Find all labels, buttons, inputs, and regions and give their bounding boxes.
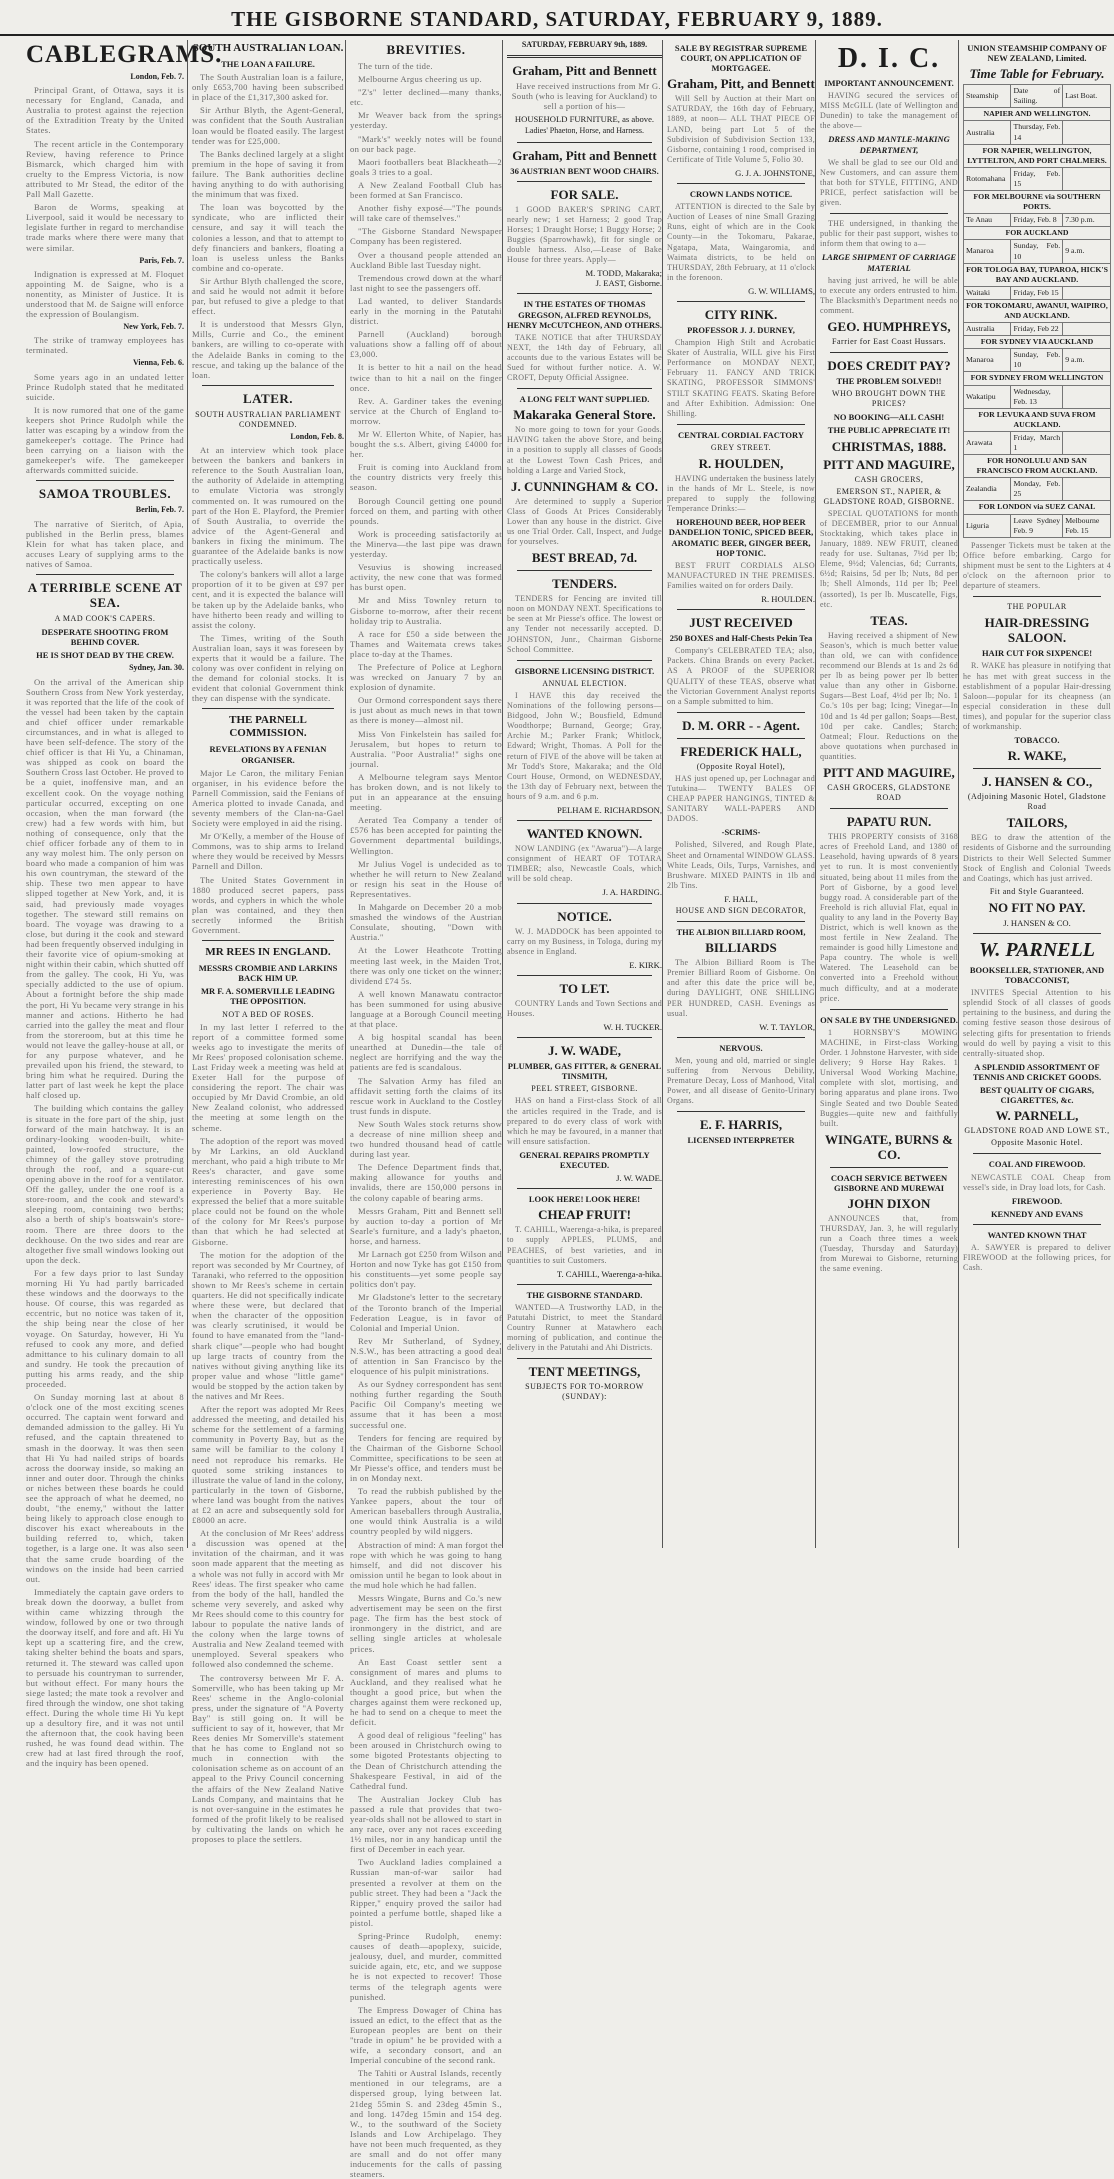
samoa-body: The narrative of Sieritch, of Apia, published in the Berlin press, blames Klein for what has taken place, and accuses Leary of supplying arms to the natives of Samoa. — [26, 518, 184, 569]
timetable-row — [964, 431, 1111, 454]
timetable-route-heading — [964, 372, 1111, 385]
route-destination: FOR SYDNEY VIA AUCKLAND — [964, 336, 1111, 349]
fit-style: Fit and Style Guaranteed. — [989, 886, 1085, 896]
timetable-route-heading — [964, 191, 1111, 214]
parnell2: W. PARNELL, — [995, 1108, 1079, 1124]
masthead — [0, 4, 1114, 36]
route-ship: Arawata — [964, 431, 1011, 454]
later-title: LATER. — [242, 390, 294, 406]
header-last-boat: Last Boat. — [1063, 85, 1111, 108]
hall: F. HALL, — [724, 893, 758, 904]
christmas: CHRISTMAS, 1888. — [831, 438, 947, 454]
timetable-row — [964, 349, 1111, 372]
route-last-boat — [1063, 167, 1111, 190]
timetable-row — [964, 121, 1111, 144]
route-last-boat — [1063, 323, 1111, 336]
rees-title: MR REES IN ENGLAND. — [205, 946, 331, 959]
frederick-hall: FREDERICK HALL, — [680, 743, 802, 759]
route-destination: FOR LEVUKA AND SUVA FROM AUCKLAND. — [964, 408, 1111, 431]
papatu: PAPATU RUN. — [846, 814, 932, 830]
sale-title: SALE BY REGISTRAR SUPREME COURT, ON APPLICATION OF MORTGAGEE. — [674, 43, 808, 74]
pitt-addr: EMERSON ST., NAPIER, & GLADSTONE ROAD, GISBORNE. — [823, 486, 955, 506]
route-date: Friday, Feb 15 — [1011, 286, 1063, 299]
later-body: At an interview which took place between the bankers and bankers in reference to the South Australian loan, the authority of Adelaide in attempting to emulate Victoria was strongly commented on. It was rumoured on the part of the Hon E. Playford, the Premier of South Australia, to override the advice of the Agent-General and bankers in fixing the minimum. The guarantee of the Adelaide banks is now practically useless. The colony's bankers will allot a large proportion of it to be given at £97 per cent, and it is expected the balance will be taken up by the Adelaide banks, who have hitherto been ready and willing to assist the colony. The Times, writing of the South Australian loan, says it was foreseen by experts that it would be a failure. The colony was over confident in relying on the demand for colonial stocks. It is evident that colonial Government think they can dispense with the syndicate. — [192, 445, 344, 704]
route-date: Sunday, Feb. 10 — [1011, 240, 1063, 263]
rees-sub1: MESSRS CROMBIE AND LARKINS BACK HIM UP. — [198, 963, 338, 984]
tucker: W. H. TUCKER. — [603, 1022, 662, 1033]
timetable-row — [964, 286, 1111, 299]
timetable — [963, 84, 1111, 538]
dateline-vienna: Vienna, Feb. 6. — [132, 358, 184, 368]
timetable-row — [964, 167, 1111, 190]
terrible-title: A TERRIBLE SCENE AT SEA. — [27, 580, 183, 611]
just-received: JUST RECEIVED — [689, 615, 793, 631]
route-destination: FOR AUCKLAND — [964, 227, 1111, 240]
route-ship: Liguria — [964, 514, 1011, 537]
column-2 — [187, 40, 344, 1844]
cablegrams-body: Principal Grant, of Ottawa, says it is necessary for England, Canada, and Australia to protest against the rejection of the Extradition Treaty by the United States. The recent article in the Contemporary Review, having reference to Prince Bismarck, which charged him with cruelty to the Empress Victoria, is now attributed to Mr Stead, the editor of the Pall Mall Gazette. Baron de Worms, speaking at Liverpool, said it would be necessary to legislate further in regard to merchandise trade marks where there were many that were similar. — [26, 85, 184, 253]
graham-household: HOUSEHOLD FURNITURE, as above. — [514, 114, 655, 125]
problem: THE PROBLEM SOLVED!! — [836, 376, 942, 387]
route-last-boat — [1063, 121, 1111, 144]
tenders: TENDERS. — [552, 576, 617, 592]
standard-title: THE GISBORNE STANDARD. — [526, 1289, 643, 1300]
column-3 — [345, 40, 502, 2179]
route-last-boat — [1063, 431, 1111, 454]
parnell2-addr: GLADSTONE ROAD AND LOWE ST., — [964, 1126, 1110, 1136]
farrier: Farrier for East Coast Hussars. — [832, 336, 946, 346]
graham2-title: Graham, Pitt and Bennett — [512, 147, 657, 163]
rees-body: In my last letter I referred to the report of a committee formed some weeks ago to investigate the merits of Mr Rees' proposed colonisation scheme. Last Friday week a meeting was held at Exeter Hall for the purpose of considering the report. The chair was occupied by Mr David Crombie, an old New Zealand colonist, who addressed the meeting at some length on the scheme. The adoption of the report was moved by Mr Larkins, an old Auckland merchant, who paid a high tribute to Mr Rees's character, and gave some interesting reminiscences of his own experience in Poverty Bay. He expressed the belief that a more suitable place could not be found on the whole of the colony for Mr Rees's purpose than that which he had selected at Gisborne. The motion for the adoption of the report was seconded by Mr Courtney, of Taranaki, who referred to the opposition shown to Mr Rees's scheme in certain quarters. He did not specifically indicate where these were, but declared that when the character of the opposition was clearly scrutinised, it would be found to have emanated from the "land-shark clique"—people who had bought up large tracts of country from the natives without giving anything like its proper value and whose "little game" would be stopped by the action taken by the natives and Mr Rees. After the report was adopted Mr Rees addressed the meeting, and detailed his scheme for the settlement of a farming community in Poverty Bay, but as the same will be familiar to the colony I need not reproduce his remarks. He quoted some striking instances to illustrate the value of land in the colony, particularly in the town of Gisborne, where land was bought from the natives at £2 an acre and subsequently sold for £8000 an acre. At the conclusion of Mr Rees' address a discussion was opened at the invitation of the chairman, and it was soon made apparent that the meeting as a whole was not fully in accord with Mr Rees' ideas. The first speaker who came from the body of the hall, handled the scheme very severely, and asked why Mr Rees should come to this country for labour to populate the native lands of the colony when the large towns of Australia and New Zealand teemed with unemployed. Several speakers who followed also condemned the scheme. The controversy between Mr F. A. Somerville, who has been taking up Mr Rees' scheme in the Anglo-colonial press, under the signature of "A Poverty Bay" is still going on. It will be sufficient to say of it, however, that Mr Rees denies Mr Somerville's statement that he has come to England not so much in connection with the colonisation scheme as on account of an appeal to the Privy Council concerning the affairs of the New Zealand Native Lands Company, and maintains that he is not over-sanguine in the estimates he formed of the profit likely to be realised by cultivating the lands on which he proposes to place the settlers. — [192, 1021, 344, 1844]
sixpence: HAIR CUT FOR SIXPENCE! — [981, 648, 1093, 659]
route-date: Wednesday, Feb. 13 — [1011, 385, 1063, 408]
wade-street: PEEL STREET, GISBORNE. — [531, 1084, 638, 1094]
timetable-body — [964, 108, 1111, 537]
terrible-body: On the arrival of the American ship Southern Cross from New York yesterday, it was reported that the life of the cook of the vessel had been taken by the captain and chief officer under remarkable circumstances, and in what is alleged to have been self-defence. The story of the chief officer is that Hi Yu, a Chinaman, was shipped as cook on board the Southern Cross last October. He proved to be a quiet, inoffensive man, and an excellent cook. On the voyage nothing particular occurred, excepting on one occasion, when the man forward (the crew) had a few words with him, but nothing of consequence, only that the chief officer forbade any of them to in any way molest him. The only person on board who made a companion of him was his own countryman, the steward of the ship. These two men appear to have slipped together at New York, and, it is said, had previously made voyages together. The steward still remains on board. The voyage was drawing to a close, but during it the cook and steward had been frequently observed indulging in their favorite vice of opium-smoking at night within their cabin, which shutted off from the galley. The cook, Hi Yu, was specially addicted to the use of opium. About a fortnight before the ship made the port, Hi Yu became very strange in his manner and actions. Hitherto he had carried into the galley the meat and flour from the storeroom, but at this time he would not leave the galley-house at all, or for any purpose whatever, and he prevailed upon his friend, the steward, to bring him what he required. During the latter part of last week he kept the place half closed up. The building which contains the galley is situate in the fore part of the ship, just forward of the main hatchway. It is an ordinary-looking wooden-built, white-painted, low-roofed structure, the chimney of the galley stove protruding through the roof, and a square-cut opening above in the roof for a ventilator. Off the galley, under the one roof is a store-room, and the cook and steward's sleeping room, containing two berths; also a berth of ship's boatswain's store-room. There are three doors to the deckhouse. On the two sides and rear are altogether five small windows looking out upon the deck. For a few days prior to last Sunday morning Hi Yu had partly barricaded these windows and the doorways to the house. Of course, this was regarded as eccentric, but no notice was taken of it, the ship being near the close of her voyage. On Saturday, however, Hi Yu refused to cook any more, and defied admittance to his culinary domain to all and sundry. He took the precaution of putting his arms ready, and the ship proceeded. On Sunday morning last at about 8 o'clock one of the most exciting scenes occurred. The captain went forward and demanded admission to the galley. Hi Yu refused, and the captain threatened to smash in the doorway. It was then seen that Hi Yu had nailed strips of boards across the doorway inside, so making an inner and outer door. Through the chinks or niches between these boards he could see the approach of what he deemed, no doubt, "the enemy," without the latter being likely to approach close enough to discover his exact whereabouts in the building referred to, which, taken together, is a large one. It was also seen that the same crude boarding of the windows on the inside had been carried out. Immediately the captain gave orders to break down the doorway, a bullet from within came whizzing through the window, followed by one or two through the doorway itself, and fore and aft. Hi Yu kept up a scattering fire, and the crew, taking shelter behind the boats and spars, returned it. The steward was called upon to persuade his countryman to surrender, but without effect. For many hours the siege lasted; the mate took a revolver and fired through the window, one shot taking effect. During the whole time Hi Yu kept up a desultory fire, and it was not until the afternoon that, the cook having been rushed, he was found dead within. The crew had at last fired through the roof, and the inquiry has been opened. — [26, 676, 184, 1769]
route-date: Friday, Feb. 15 — [1011, 167, 1063, 190]
cunningham: J. CUNNINGHAM & CO. — [511, 478, 658, 494]
timetable-route-heading — [964, 455, 1111, 478]
notice: NOTICE. — [557, 908, 612, 924]
parnell-body: Major Le Caron, the military Fenian organiser, in his evidence before the Parnell Commission, said the Fenians of America plotted to invade Canada, and seventy members of the Clan-na-Gael Society were employed in aid the rising. Mr O'Kelly, a member of the House of Commons, was to ship arms to Ireland where they would be received by Messrs Parnell and Dillon. The United States Government in 1880 produced secret papers, pass words, and cyphers in which the whole plan was contained, and they then secretly informed the British Government. — [192, 767, 344, 936]
header-steamship: Steamship — [964, 85, 1011, 108]
route-date: Friday, Feb. 8 — [1011, 214, 1063, 227]
timetable-route-heading — [964, 299, 1111, 322]
column-1 — [26, 40, 223, 1769]
no-fit: NO FIT NO PAY. — [988, 899, 1086, 915]
williams: G. W. WILLIAMS, — [748, 285, 815, 296]
grey-street: GREY STREET. — [710, 442, 772, 452]
central-cordial: CENTRAL CORDIAL FACTORY — [678, 429, 804, 440]
route-destination: FOR TOLOGA BAY, TUPAROA, HICK'S BAY AND AUCKLAND. — [964, 263, 1111, 286]
houlden2: R. HOULDEN. — [761, 594, 815, 605]
albion: THE ALBION BILLIARD ROOM, — [676, 927, 806, 938]
timetable-row — [964, 478, 1111, 501]
terrible-sub1: A MAD COOK'S CAPERS. — [54, 614, 156, 624]
nervous: NERVOUS. — [719, 1042, 763, 1053]
wingate: WINGATE, BURNS & CO. — [825, 1131, 953, 1162]
graham-ad-title: Graham, Pitt and Bennett — [512, 63, 657, 79]
coal: COAL AND FIREWOOD. — [988, 1159, 1086, 1170]
samoa-title: SAMOA TROUBLES. — [38, 486, 172, 502]
route-ship: Waitaki — [964, 286, 1011, 299]
wade-trade: PLUMBER, GAS FITTER, & GENERAL TINSMITH, — [507, 1061, 662, 1082]
route-last-boat — [1063, 385, 1111, 408]
no-booking: NO BOOKING—ALL CASH! — [833, 412, 945, 423]
cheap-fruit: CHEAP FRUIT! — [538, 1207, 631, 1223]
kirk: E. KIRK. — [629, 959, 662, 970]
column-6: D. I. C. IMPORTANT ANNOUNCEMENT. HAVING secured the services of MISS McGILL (late of Wellington and Dunedin) to take the management of the above— DRESS AND MANTLE-MAKING DEPARTMENT, We shall be glad to see our Old and New Customers, and can assure them that both for STYLE, FITTING, AND PRICE, perfect satisfaction will be given. THE undersigned, in thanking the public for their past support, wishes to inform them that owing to a— LARGE SHIPMENT OF CARRIAGE MATERIAL having just arrived, he will be able to execute any orders entrusted to him. The Blacksmith's Department needs no comment. GEO. HUMPHREYS, Farrier for East Coast Hussars. DOES CREDIT PAY? THE PROBLEM SOLVED!! WHO BROUGHT DOWN THE PRICES? NO BOOKING—ALL CASH! THE PUBLIC APPRECIATE IT! CHRISTMAS, 1888. PITT AND MAGUIRE, CASH GROCERS, EMERSON ST., NAPIER, & GLADSTONE ROAD, GISBORNE. SPECIAL QUOTATIONS for month of DECEMBER, prior to our Annual Stocktaking, which takes place in January, 1889. NEW FRUIT, cleaned ready for use. Sultanas, 7½d per lb; Eleme, 9½d; Valencias, 6d; Currants, 6½d; Raisins, 5d per lb; Nuts, 8d per lb; Shell Almonds, 11d per lb; Peel (assorted), 1s per lb. Muscatelle, Figs, etc. TEAS. Having received a shipment of New Season's, which is much better value than old, we can with confidence recommend our Blends at 1s and 2s 6d per lb as being power per lb better value than any other in Gisborne. Sugars—Best Loaf, 4½d per lb; No. 1 Co.'s 10s per bag; Icing; Vinegar—In 10d and 1s 4d per gallon; Soaps—Best, 10d per cake. Candles; Starch; Oatmeal; Flour. Reductions on the above quotations when purchased in quantities. PITT AND MAGUIRE, CASH GROCERS, GLADSTONE ROAD PAPATU RUN. THIS PROPERTY consists of 3168 acres of Freehold Land, and 1380 of Leasehold, having upwards of 8 years yet to run. It is most conveniently situated, being about 11 miles from the Port of Gisborne, by a good level buggy road. A considerable part of the Freehold is rich alluvial Flat, equal in quality to any land in the Poverty Bay District, which is well known as the most fertile in New Zealand. The remainder is good hilly Limestone and Papa country. The whole is well Watered. The Leasehold can be converted into a Freehold without much difficulty, and at a moderate price. ON SALE BY THE UNDERSIGNED. 1 HORNSBY'S MOWING MACHINE, in First-class Working Order. 1 Johnstone Harvester, with side delivery; 9 Horse Hay Rakes. 1 Universal Wood Working Machine, complete with slot, mortising, and boring apparatus and plane irons. Two Single Seated and two Double Seated Buggies—quite new and faithfully built. WINGATE, BURNS & CO. COACH SERVICE BETWEEN GISBORNE AND MUREWAI JOHN DIXON ANNOUNCES that, from THURSDAY, Jan. 3, he will regularly run a Coach three times a week (Tuesday, Thursday and Saturday) from Murewai to Gisborne, returning the same evening. — [815, 40, 958, 1548]
timetable-row — [964, 214, 1111, 227]
dateline-berlin: Berlin, Feb. 7. — [135, 505, 184, 515]
wade2: J. W. WADE. — [616, 1173, 662, 1184]
dateline-london: London, Feb. 7. — [130, 72, 184, 81]
timetable-route-heading — [964, 227, 1111, 240]
licensed: LICENSED INTERPRETER — [687, 1135, 795, 1146]
tent-meetings: TENT MEETINGS, — [528, 1364, 641, 1380]
pelham: PELHAM E. RICHARDSON, — [556, 804, 662, 815]
loan-body: The South Australian loan is a failure, only £653,700 having been subscribed in place of the £1,317,300 asked for. Sir Arthur Blyth, the Agent-General, was confident that the South Australian loan would be floated easily. The largest tender was for £25,000. The Banks declined largely at a slight premium in the hope of saving it from failure. The Bank authorities decline having anything to do with authorising the minimum that was fixed. The loan was boycotted by the syndicate, who are inflicted their censure, and say it will teach the colonies a lesson, and that to attempt to defy financiers and bankers, floating a loan is useless unless the Banks combine and co-operate. Sir Arthur Blyth challenged the score, and said he would not admit it before par, but refused to give a pledge to that effect. It is understood that Messrs Glyn, Mills, Currie and Co., the eminent bankers, are willing to co-operate with the Adelaide Banks in coming to the rescue, and taking up the balance of the loan. — [192, 72, 344, 380]
splendid: A SPLENDID ASSORTMENT OF TENNIS AND CRICKET GOODS. — [972, 1061, 1102, 1082]
long-felt: A LONG FELT WANT SUPPLIED. — [519, 394, 650, 405]
route-destination: FOR SYDNEY FROM WELLINGTON — [964, 372, 1111, 385]
pekin-tea: 250 BOXES and Half-Chests Pekin Tea — [669, 633, 813, 644]
route-date: Leave Sydney Feb. 9 — [1011, 514, 1063, 537]
frederick-sub: (Opposite Royal Hotel), — [696, 761, 786, 771]
paris-body: Indignation is expressed at M. Floquet appointing M. de Saigne, who is a nonentity, as Minister of Justice. It is understood that M. de Saigne will enforce the expression of Boulangism. — [26, 268, 184, 320]
timetable-route-heading — [964, 501, 1111, 514]
dateline-paris: Paris, Feb. 7. — [139, 255, 184, 265]
wanted: WANTED KNOWN THAT — [987, 1229, 1087, 1240]
best-bread: BEST BREAD, 7d. — [531, 550, 638, 566]
route-destination: FOR HONOLULU AND SAN FRANCISCO FROM AUCKLAND. — [964, 455, 1111, 478]
route-ship: Australia — [964, 323, 1011, 336]
orr: D. M. ORR - - Agent. — [682, 717, 800, 733]
taylor: W. T. TAYLOR, — [759, 1021, 815, 1032]
timetable-route-heading — [964, 263, 1111, 286]
parnell-script: W. PARNELL — [979, 939, 1095, 961]
coach: COACH SERVICE BETWEEN GISBORNE AND MUREWAI — [830, 1172, 948, 1193]
route-ship: Manaroa — [964, 349, 1011, 372]
loan-sub: THE LOAN A FAILURE. — [221, 59, 315, 69]
graham-buggies: Ladies' Phaeton, Horse, and Harness. — [525, 126, 644, 136]
route-last-boat: 7.30 p.m. — [1063, 214, 1111, 227]
sale-signed: M. TODD, Makaraka; — [585, 268, 662, 279]
makaraka-store: Makaraka General Store. — [513, 407, 656, 423]
union-title: UNION STEAMSHIP COMPANY OF NEW ZEALAND, Limited. — [967, 43, 1107, 64]
route-last-boat: 9 a.m. — [1063, 349, 1111, 372]
brevities-body: The turn of the tide. Melbourne Argus cheering us up. "Z's" letter declined—many thanks, etc. Mr Weaver back from the springs yesterday. "Mark's" weekly notes will be found on our back page. Maori footballers beat Blackheath—2 goals 3 tries to a goal. A New Zealand Football Club has been formed at San Francisco. Another fishy exposé—"The pounds will take care of themselves." "The Gisborne Standard Newspaper Company has been registered. Over a thousand people attended an Auckland Bible last Tuesday night. Tremendous crowd down at the wharf last night to see the passengers off. Lad wanted, to deliver Standards early in the morning in the Patutahi district. Parnell (Auckland) borough valuations show a falling off of about £3,000. It is better to hit a nail on the head twice than to hit a nail on the finger once. Rev. A. Gardiner takes the evening service at the Church of England to-morrow. Mr W. Ellerton White, of Napier, has bought the s.s. Albert, giving £4000 for her. Fruit is coming into Auckland from the country districts very freely this season. Borough Council getting one pound forced on them, and parting with other pounds. Work is proceeding satisfactorily at the Minerva—the last pipe was drawn yesterday. Vesuvius is showing increased activity, the new cone that was formed has burst open. Mr and Miss Townley return to Gisborne to-morrow, after their recent holiday trip to Australia. A race for £50 a side between the Thames and Waitemata crews takes place to-day at the Thames. The Prefecture of Police at Leghorn was wrecked on January 7 by an explosion of dynamite. Our Ormond correspondent says there is just about as much news in that town as there is money—almost nil. Miss Von Finkelstein has sailed for Jerusalem, but hopes to return to Australia. "Poor Australia!" sighs one journal. A Melbourne telegram says Mentor has broken down, and is not likely to put in an appearance at the ensuing meeting. Aerated Tea Company a tender of £576 has been accepted for painting the Government departmental buildings, Wellington. Mr Julius Vogel is undecided as to whether he will return to New Zealand or resign his seat in the House of Representatives. In Mahgarde on December 20 a mob smashed the windows of the Austrian Consulate, shouting, "Down with Austria." At the Lower Heathcote Trotting meeting last week, in the Maiden Trot, there was only one ticket on the winner; dividend £74 5s. A well known Manawatu contractor has been summoned for using abusive language at a Borough Council meeting at that place. A big hospital scandal has been unearthed at Dunedin—the tale of neglect are horrifying and the way the patients are fed is scandalous. The Salvation Army has filed an affidavit setting forth the claims of its rescue work in Auckland to the Costley trust funds in dispute. New South Wales stock returns show a decrease of nine million sheep and two hundred thousand head of cattle during last year. The Defence Department finds that, making allowance for youths and invalids, there are 150,000 persons in the colony capable of bearing arms. Messrs Graham, Pitt and Bennett sell by auction to-day a portion of Mr Searle's furniture, and a lady's phaeton, horse, and harness. Mr Larnach got £250 from Wilson and Horton and now Tyke has got £150 from his constituents—yet some people say politics don't pay. Mr Gladstone's letter to the secretary of the Toronto branch of the Imperial Federation League, is in favor of Colonial and Imperial Union. Rev Mr Sutherland, of Sydney, N.S.W., has been attracting a good deal of attention in San Francisco by the eloquence of his pulpit ministrations. As our Sydney correspondent has sent nothing further regarding the South Pacific Oil Company's meeting we assume that it has been a most successful one. Tenders for fencing are required by the Chairman of the Gisborne School Committee, specifications to be seen at Mr Piesse's office, and tenders must be in on Monday next. To read the rubbish published by the Yankee papers, about the tour of American baseballers through Australia, one would think Australia is a wild country peopled by wild niggers. Abstraction of mind: A man forgot the rope with which he was going to hang himself, and did not discover his omission until he began to look about in the mud hole which he had fallen. Messrs Wingate, Burns and Co.'s new advertisement may be seen on the first page. The firm has the best stock of ironmongery in the district, and are selling single articles at wholesale prices. An East Coast settler sent a consignment of mares and plums to Auckland, and they realised what he thought a good price, but when the charges against them were reckoned up, he had to send on a cheque to meet the deficit. A good deal of religious "feeling" has been aroused in Christchurch owing to some bigoted Protestants objecting to the Dean of Christchurch attending the Shakespeare Festival, in aid of the Cathedral fund. The Australian Jockey Club has passed a rule that provides that two-year-olds shall not be allowed to start in any race, over any not races exceeding 1½ miles, nor in any handicap until the first of December in each year. Two Auckland ladies complained a Russian man-of-war sailor had presented a revolver at them on the public street. They had been a "Jack the Ripper," enquiry proved the sailor had pointed a perfume bottle, shaped like a pistol. Spring-Prince Rudolph, enemy: causes of death—apoplexy, suicide, jealousy, duel, and murder, committed suicide again, etc, etc, and we suppose he is not expected to recover! Those terms of the telegraph agents were punished. The Empress Dowager of China has issued an edict, to the effect that as the European peoples are bent on their "trade in opium" he be provided with a wife, a secondary consort, and an Imperial concubine of the second rank. The Tahiti or Austral Islands, recently mentioned in our telegrams, are a dispersed group, lying between lat. 21deg 55min S. and 23deg 45min S., and long. 147deg 15min and 154 deg. W., to the southward of the Society Islands and Low Archipelago. They have not been much frequented, as they are small and do not offer many inducements for the calls of passing steamers. — [350, 61, 502, 2179]
route-ship: Zealandia — [964, 478, 1011, 501]
for-sale: FOR SALE. — [550, 186, 619, 202]
parnell2-opp: Opposite Masonic Hotel. — [991, 1138, 1083, 1148]
pitt-sub: CASH GROCERS, — [854, 474, 924, 484]
hansen: J. HANSEN & CO., — [981, 774, 1093, 790]
harding: J. A. HARDING. — [602, 887, 662, 898]
route-last-boat — [1063, 478, 1111, 501]
pitt2-sub: CASH GROCERS, GLADSTONE ROAD — [827, 782, 951, 803]
best-quality: BEST QUALITY OF CIGARS, CIGARETTES, &c. — [980, 1085, 1094, 1106]
wake: R. WAKE, — [1007, 748, 1067, 764]
dateline-newyork: New York, Feb. 7. — [123, 322, 184, 332]
hairdressing: HAIR-DRESSING SALOON. — [984, 615, 1090, 646]
graham2-chairs: 36 AUSTRIAN BENT WOOD CHAIRS. — [510, 165, 659, 176]
dress: DRESS AND MANTLE-MAKING DEPARTMENT, — [828, 134, 950, 155]
brevities-title: BREVITIES. — [386, 42, 466, 57]
parnell-sub: REVELATIONS BY A FENIAN ORGANISER. — [209, 744, 327, 765]
route-last-boat: Melbourne Feb. 15 — [1063, 514, 1111, 537]
city-rink: CITY RINK. — [704, 306, 778, 322]
hansen2: J. HANSEN & CO. — [1003, 917, 1071, 928]
route-destination: FOR MELBOURNE via SOUTHERN PORTS. — [964, 191, 1111, 214]
timetable-row — [964, 323, 1111, 336]
terrible-sub2: DESPERATE SHOOTING FROM BEHIND COVER. — [41, 627, 169, 648]
route-ship: Manaroa — [964, 240, 1011, 263]
public: THE PUBLIC APPRECIATE IT! — [827, 425, 951, 436]
shipment: LARGE SHIPMENT OF CARRIAGE MATERIAL — [821, 252, 957, 273]
pitt2: PITT AND MAGUIRE, — [823, 764, 955, 780]
estates-title: IN THE ESTATES OF THOMAS GREGSON, ALFRED REYNOLDS, HENRY McCUTCHEON, AND OTHERS. — [507, 299, 662, 330]
column-7: UNION STEAMSHIP COMPANY OF NEW ZEALAND, Limited. Time Table for February. Steamship Date of Sailing. Last Boat. NAPIER AND WELLINGTON. Australia Thursday, Feb. 14 FOR NAPIER, WELLINGTON, LYTTELTON, AND PORT CHALMERS. Rotomahana Friday, Feb. 15 FOR MELBOURNE via SOUTHERN PORTS. Te Anau Friday, Feb. 8 7.30 p.m. FOR AUCKLAND Manaroa Sunday, Feb. 10 9 a.m. FOR TOLOGA BAY, TUPAROA, HICK'S BAY AND AUCKLAND. Waitaki Friday, Feb 15 FOR TOKOMARU, AWANUI, WAIPIRO, AND AUCKLAND. Australia Friday, Feb 22 FOR SYDNEY VIA AUCKLAND Manaroa Sunday, Feb. 10 9 a.m. FOR SYDNEY FROM WELLINGTON Wakatipu Wednesday, Feb. 13 FOR LEVUKA AND SUVA FROM AUCKLAND. Arawata Friday, March 1 FOR HONOLULU AND SAN FRANCISCO FROM AUCKLAND. Zealandia Monday, Feb. 25 FOR LONDON via SUEZ CANAL Liguria Leave Sydney Feb. 9 Melbourne Feb. 15 Passenger Tickets must be taken at the Office before embarking. Cargo for shipment must be sent to the Lighters at 4 o'clock on the afternoon prior to departure of steamers. THE POPULAR HAIR-DRESSING SALOON. HAIR CUT FOR SIXPENCE! R. WAKE has pleasure in notifying that he has met with great success in the establishment of a popular Hair-dressing Saloon—popular for its cheapness (an especial consideration in these dull times), and popular for the superior class of workmanship. TOBACCO. R. WAKE, J. HANSEN & CO., (Adjoining Masonic Hotel, Gladstone Road TAILORS, BEG to draw the attention of the residents of Gisborne and the surrounding Districts to their Well Selected Summer Stock of English and Colonial Tweeds and Coatings, which has just arrived. Fit and Style Guaranteed. NO FIT NO PAY. J. HANSEN & CO. W. PARNELL BOOKSELLER, STATIONER, AND TOBACCONIST, INVITES Special Attention to his splendid Stock of all classes of goods pertaining to the business, and during the coming festive season those desirous of selecting gifts for presentation to friends would do well by paying a visit to this centrally-situated shop. A SPLENDID ASSORTMENT OF TENNIS AND CRICKET GOODS. BEST QUALITY OF CIGARS, CIGARETTES, &c. W. PARNELL, GLADSTONE ROAD AND LOWE ST., Opposite Masonic Hotel. COAL AND FIREWOOD. NEWCASTLE COAL Cheap from vessel's side, in Dray load lots, for Cash. FIREWOOD. KENNEDY AND EVANS WANTED KNOWN THAT A. SAWYER is prepared to deliver FIREWOOD at the following prices, for Cash. — [958, 40, 1111, 1548]
credit: DOES CREDIT PAY? — [827, 358, 951, 374]
later-sub: SOUTH AUSTRALIAN PARLIAMENT CONDEMNED. — [195, 409, 341, 429]
route-ship: Te Anau — [964, 214, 1011, 227]
timetable-header — [964, 85, 1111, 108]
johnstone: G. J. A. JOHNSTONE, — [735, 167, 815, 178]
route-destination: NAPIER AND WELLINGTON. — [964, 108, 1111, 121]
time-table: Time Table for February. — [969, 66, 1105, 82]
firewood: FIREWOOD. — [1011, 1195, 1063, 1206]
popular: THE POPULAR — [1007, 602, 1067, 612]
route-last-boat: 9 a.m. — [1063, 240, 1111, 263]
hall-sub: HOUSE AND SIGN DECORATOR, — [675, 906, 807, 915]
timetable-route-heading — [964, 144, 1111, 167]
timetable-route-heading — [964, 336, 1111, 349]
route-date: Monday, Feb. 25 — [1011, 478, 1063, 501]
vienna-body: Some years ago in an undated letter Prince Rudolph stated that he meditated suicide. It is now rumored that one of the game keepers shot Prince Rudolph while the latter was escaping by a window from the gamekeeper's cottage. The Prince had been carrying on a liaison with the gamekeeper's wife. The gamekeeper afterwards committed suicide. — [26, 371, 184, 476]
route-last-boat — [1063, 286, 1111, 299]
annual-election: ANNUAL ELECTION. — [542, 678, 627, 688]
harris: E. F. HARRIS, — [699, 1117, 783, 1133]
route-destination: FOR TOKOMARU, AWANUI, WAIPIRO, AND AUCKLAND. — [964, 299, 1111, 322]
who: WHO BROUGHT DOWN THE PRICES? — [832, 389, 946, 409]
parnell-sub: BOOKSELLER, STATIONER, AND TOBACCONIST, — [969, 965, 1105, 986]
parnell-title: THE PARNELL COMMISSION. — [229, 714, 307, 740]
general-repairs: GENERAL REPAIRS PROMPTLY EXECUTED. — [519, 1149, 650, 1171]
route-date: Sunday, Feb. 10 — [1011, 349, 1063, 372]
look-here: LOOK HERE! LOOK HERE! — [528, 1194, 641, 1205]
terrible-sub3: HE IS SHOT DEAD BY THE CREW. — [36, 650, 174, 661]
to-let: TO LET. — [559, 980, 610, 996]
wade: J. W. WADE, — [547, 1043, 622, 1059]
issue-date: SATURDAY, FEBRUARY 9th, 1889. — [521, 40, 648, 49]
timetable-route-heading — [964, 408, 1111, 431]
newyork-body: The strike of tramway employees has terminated. — [26, 335, 184, 356]
sale-signed2: J. EAST, Gisborne. — [595, 278, 662, 289]
cablegrams-title: CABLEGRAMS. — [26, 41, 223, 68]
scrims: -SCRIMS- — [721, 827, 761, 838]
column-5: SALE BY REGISTRAR SUPREME COURT, ON APPLICATION OF MORTGAGEE. Graham, Pitt, and Bennett Will Sell by Auction at their Mart on SATURDAY, the 16th day of February, 1889, at noon— ALL THAT PIECE OF LAND, being part Lot 5 of the Subdivision of Subdivision Section 133, Gisborne, containing 1 rood, comprised in Certificate of Title Volume 5, Folio 30. G. J. A. JOHNSTONE, CROWN LANDS NOTICE. ATTENTION is directed to the Sale by Auction of Leases of nine Small Grazing Runs, eight of which are in the Cook County—in the Tokomaru, Pakarae, Ngatapa, Mata, Waingaromia, and Waimata districts, to be held on THURSDAY, 28th February, at 11 o'clock in the forenoon. G. W. WILLIAMS, CITY RINK. PROFESSOR J. J. DURNEY, Champion High Stilt and Acrobatic Skater of Australia, WILL give his First Performance on MONDAY NEXT, February 11. FANCY AND TRICK SKATING, PROFESSOR SIMMONS' STILT SKATING FEATS. Skating Before and After Exhibition. Admission: One Shilling. CENTRAL CORDIAL FACTORY GREY STREET. R. HOULDEN, HAVING undertaken the business lately in the hands of Mr L. Steele, is now prepared to supply the following Temperance Drinks:— HOREHOUND BEER, HOP BEER DANDELION TONIC, SPICED BEER, AROMATIC BEER, GINGER BEER, HOP TONIC. BEST FRUIT CORDIALS ALSO MANUFACTURED IN THE PREMISES. Families waited on for orders Daily. R. HOULDEN. JUST RECEIVED 250 BOXES and Half-Chests Pekin Tea Company's CELEBRATED TEA; also, Packets. China Brands on every Packet. AS A PROOF of the SUPERIOR QUALITY of these TEAS, observe what the Victorian Government Analyst reports on a Sample submitted to him. D. M. ORR - - Agent. FREDERICK HALL, (Opposite Royal Hotel), HAS just opened up, per Lochnagar and Tutukina— TWENTY BALES OF CHEAP PAPER HANGINGS, TINTED & SANITARY WALL-PAPERS AND DADOS. -SCRIMS- Polished, Silvered, and Rough Plate, Sheet and Ornamental WINDOW GLASS. White Leads, Oils, Turps, Varnishes, and Brushware. MIXED PAINTS in 1lb and 2lb Tins. F. HALL, HOUSE AND SIGN DECORATOR, THE ALBION BILLIARD ROOM, BILLIARDS The Albion Billiard Room is The Premier Billiard Room of Gisborne. On and after this date the price will be, during DAYLIGHT, ONE SHILLING PER HUNDRED, CASH. Evenings as usual. W. T. TAYLOR, NERVOUS. Men, young and old, married or single suffering from Nervous Debility, Premature Decay, Loss of Manhood, Vital Power, and all disease of Genito-Urinary Organs. E. F. HARRIS, LICENSED INTERPRETER — [662, 40, 815, 1548]
dateline-london2: London, Feb. 8. — [290, 432, 344, 441]
pitt-maguire: PITT AND MAGUIRE, — [823, 456, 955, 472]
rees-sub3: NOT A BED OF ROSES. — [222, 1009, 314, 1019]
loan-title: SOUTH AUSTRALIAN LOAN. — [192, 42, 344, 54]
column-4: SATURDAY, FEBRUARY 9th, 1889. Graham, Pitt and Bennett Have received instructions from Mr G. South (who is leaving for Auckland) to sell a portion of his— HOUSEHOLD FURNITURE, as above. Ladies' Phaeton, Horse, and Harness. Graham, Pitt and Bennett 36 AUSTRIAN BENT WOOD CHAIRS. FOR SALE. 1 GOOD BAKER'S SPRING CART, nearly new; 1 set Harness; 2 good Trap Horses; 1 Draught Horse; 1 Buggy Horse; 2 Buggies (Sparrowhawk), fit for single or double harness. Also,—Lease of Bake House for three years. Apply— M. TODD, Makaraka; J. EAST, Gisborne. IN THE ESTATES OF THOMAS GREGSON, ALFRED REYNOLDS, HENRY McCUTCHEON, AND OTHERS. TAKE NOTICE that after THURSDAY NEXT, the 14th day of February, all accounts due to the various Estates will be Sued for without further notice. A. W. CROFT, Deputy Official Assignee. A LONG FELT WANT SUPPLIED. Makaraka General Store. No more going to town for your Goods. HAVING taken the above Store, and being in a position to supply all classes of Goods at the Lowest Town Cash Prices, and holding a Large and Varied Stock, J. CUNNINGHAM & CO. Are determined to supply a Superior Class of Goods At Prices Considerably Lower than any house in the district. Give us one Trial Order. Call, Inspect, and Judge for yourselves. BEST BREAD, 7d. TENDERS. TENDERS for Fencing are invited till noon on MONDAY NEXT. Specifications to be seen at Mr Piesse's office. The lowest or any Tender not necessarily accepted. D. JOHNSTON, Junr., Chairman Gisborne School Committee. GISBORNE LICENSING DISTRICT. ANNUAL ELECTION. I HAVE this day received the Nominations of the following persons— Bidgood, John W.; Bousfield, Edmund Woodthorpe; Burnand, George; Gray, Archie M.; Parker Frank; Whitlock, Edward; Wright, Thomas. A Poll for the return of FIVE of the above will be taken at Mr Todd's Store, Makaraka; and the Old Court House, Ormond, on WEDNESDAY, the 13th day of February next, between the hours of 9 a.m. and 6 p.m. PELHAM E. RICHARDSON, WANTED KNOWN. NOW LANDING (ex "Awarua")—A large consignment of HEART OF TOTARA TIMBER; also, Newcastle Coals, which will be sold cheap. J. A. HARDING. NOTICE. W. J. MADDOCK has been appointed to carry on my Business, in Tologa, during my absence in England. E. KIRK. TO LET. COUNTRY Lands and Town Sections and Houses. W. H. TUCKER. J. W. WADE, PLUMBER, GAS FITTER, & GENERAL TINSMITH, PEEL STREET, GISBORNE. HAS on hand a First-class Stock of all the articles required in the Trade, and is prepared to do every class of work with which he may be favoured, in a manner that will ensure satisfaction. GENERAL REPAIRS PROMPTLY EXECUTED. J. W. WADE. LOOK HERE! LOOK HERE! CHEAP FRUIT! T. CAHILL, Waerenga-a-hika, is prepared to supply APPLES, PLUMS, and PEACHES, of best varieties, and in quantities to suit Customers. T. CAHILL, Waerenga-a-hika. THE GISBORNE STANDARD. WANTED—A Trustworthy LAD, in the Patutahi District, to meet the Standard Country Runner at Matawhero each morning of publication, and continue the delivery in the Patutahi and Ahi Districts. TENT MEETINGS, SUBJECTS FOR TO-MORROW (SUNDAY): — [502, 40, 662, 1548]
route-date: Friday, March 1 — [1011, 431, 1063, 454]
timetable-row — [964, 514, 1111, 537]
hansen-addr: (Adjoining Masonic Hotel, Gladstone Road — [967, 792, 1107, 812]
tobacco: TOBACCO. — [1014, 735, 1060, 746]
dixon: JOHN DIXON — [847, 1195, 931, 1211]
rees-sub2: MR F. A. SOMERVILLE LEADING THE OPPOSITION. — [201, 986, 335, 1007]
route-ship: Rotomahana — [964, 167, 1011, 190]
route-ship: Australia — [964, 121, 1011, 144]
masthead-title: THE GISBORNE STANDARD, SATURDAY, FEBRUARY 9, 1889. — [231, 7, 883, 31]
timetable-row — [964, 240, 1111, 263]
important: IMPORTANT ANNOUNCEMENT. — [824, 78, 954, 88]
route-date: Friday, Feb 22 — [1011, 323, 1063, 336]
route-destination: FOR LONDON via SUEZ CANAL — [964, 501, 1111, 514]
kennedy: KENNEDY AND EVANS — [990, 1208, 1084, 1219]
humphreys: GEO. HUMPHREYS, — [827, 318, 951, 334]
houlden: R. HOULDEN, — [698, 456, 784, 471]
timetable-row — [964, 385, 1111, 408]
header-date: Date of Sailing. — [1011, 85, 1063, 108]
graham-pitt-bennett: Graham, Pitt, and Bennett — [667, 76, 815, 92]
route-date: Thursday, Feb. 14 — [1011, 121, 1063, 144]
dic-title: D. I. C. — [837, 43, 941, 74]
wanted-known: WANTED KNOWN. — [526, 826, 643, 842]
licensing: GISBORNE LICENSING DISTRICT. — [514, 665, 655, 676]
teas: TEAS. — [870, 612, 908, 628]
cahill: T. CAHILL, Waerenga-a-hika. — [556, 1268, 662, 1279]
tent-sub: SUBJECTS FOR TO-MORROW (SUNDAY): — [525, 1382, 644, 1402]
route-destination: FOR NAPIER, WELLINGTON, LYTTELTON, AND PORT CHALMERS. — [964, 144, 1111, 167]
durney: PROFESSOR J. J. DURNEY, — [687, 324, 795, 335]
timetable-route-heading — [964, 108, 1111, 121]
route-ship: Wakatipu — [964, 385, 1011, 408]
dateline-sydney: Sydney, Jan. 30. — [129, 663, 184, 673]
crown-lands: CROWN LANDS NOTICE. — [689, 189, 793, 200]
tailors: TAILORS, — [1006, 815, 1068, 831]
sale-under: ON SALE BY THE UNDERSIGNED. — [820, 1014, 958, 1025]
horehound: HOREHOUND BEER, HOP BEER DANDELION TONIC, SPICED BEER, AROMATIC BEER, GINGER BEER, HOP TONIC. — [668, 517, 814, 558]
billiards: BILLIARDS — [705, 940, 777, 956]
